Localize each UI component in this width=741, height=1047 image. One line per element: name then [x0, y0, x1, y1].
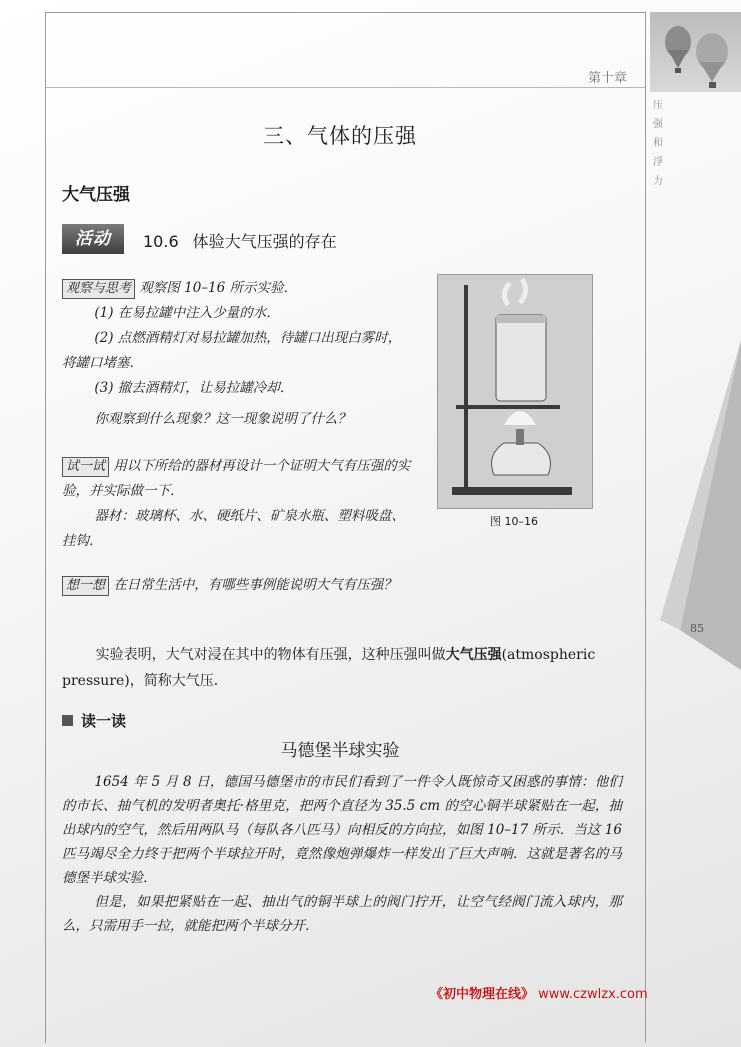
- conclusion-post: (atmospheric pressure)，简称大气压．: [62, 647, 596, 689]
- subsection-title: 大气压强: [62, 185, 130, 205]
- decorative-wedge: [640, 340, 741, 670]
- try-section: [62, 454, 414, 554]
- activity-number: 10.6: [143, 232, 179, 251]
- observe-intro: 观察图 10–16 所示实验．: [139, 280, 298, 296]
- try-materials: 器材：玻璃杯、水、硬纸片、矿泉水瓶、塑料吸盘、挂钩．: [62, 508, 405, 549]
- header-rule: [45, 87, 645, 88]
- footer-url: www.czwlzx.com: [538, 987, 648, 1002]
- think-text: 在日常生活中，有哪些事例能说明大气有压强？: [113, 577, 397, 593]
- observe-section: [62, 276, 414, 432]
- observe-step-2: (2) 点燃酒精灯对易拉罐加热，待罐口出现白雾时，将罐口堵塞．: [62, 330, 402, 371]
- activity-badge: 活动: [62, 224, 124, 254]
- observe-step-3: (3) 撤去酒精灯，让易拉罐冷却．: [94, 380, 294, 396]
- hot-air-balloon-image: [650, 12, 741, 92]
- footer-watermark: [430, 983, 648, 1002]
- experiment-figure: [437, 274, 593, 509]
- think-section: [62, 573, 622, 598]
- reading-body: [62, 770, 622, 938]
- page-number: 85: [690, 622, 704, 635]
- try-text: 用以下所给的器材再设计一个证明大气有压强的实验，并实际做一下．: [62, 458, 411, 499]
- reading-heading: 读一读: [62, 710, 126, 731]
- reading-paragraph: 1654 年 5 月 8 日，德国马德堡市的市民们看到了一件令人既惊奇又困惑的事情：他们的市长、抽气机的发明者奥托·格里克，把两个直径为 35.5 cm 的空心铜半球紧贴在一起，抽出球内的空气，然后用两队马（每队各八匹马）向相反的方向拉，如图 10–17 所示．当这 16 匹马竭尽全力终于把两个半球拉开时，竟然像炮弹爆炸一样发出了巨大声响．这就是著名的马德堡半球实验．: [62, 774, 622, 886]
- conclusion-paragraph: [62, 642, 622, 694]
- side-chapter-title: 压 强 和 浮 力: [653, 100, 663, 187]
- observe-step-1: (1) 在易拉罐中注入少量的水．: [94, 305, 280, 321]
- reading-title: 马德堡半球实验: [280, 741, 400, 761]
- chapter-label: 第十章: [588, 71, 628, 86]
- conclusion-pre: 实验表明，大气对浸在其中的物体有压强，这种压强叫做: [95, 647, 446, 663]
- figure-caption: 图 10–16: [490, 515, 538, 528]
- conclusion-term: 大气压强: [445, 647, 502, 663]
- observe-label: 观察与思考: [62, 279, 135, 299]
- activity-name: 体验大气压强的存在: [192, 232, 337, 251]
- reading-paragraph: 但是，如果把紧贴在一起、抽出气的铜半球上的阀门拧开，让空气经阀门流入球内，那么，只需用手一拉，就能把两个半球分开．: [62, 894, 622, 934]
- activity-title: [143, 229, 337, 252]
- footer-brand: 《初中物理在线》: [430, 987, 535, 1002]
- try-label: 试一试: [62, 457, 109, 477]
- section-title: 三、气体的压强: [263, 124, 417, 148]
- square-bullet-icon: [62, 715, 73, 726]
- observe-question: 你观察到什么现象？这一现象说明了什么？: [94, 411, 351, 427]
- think-label: 想一想: [62, 576, 109, 596]
